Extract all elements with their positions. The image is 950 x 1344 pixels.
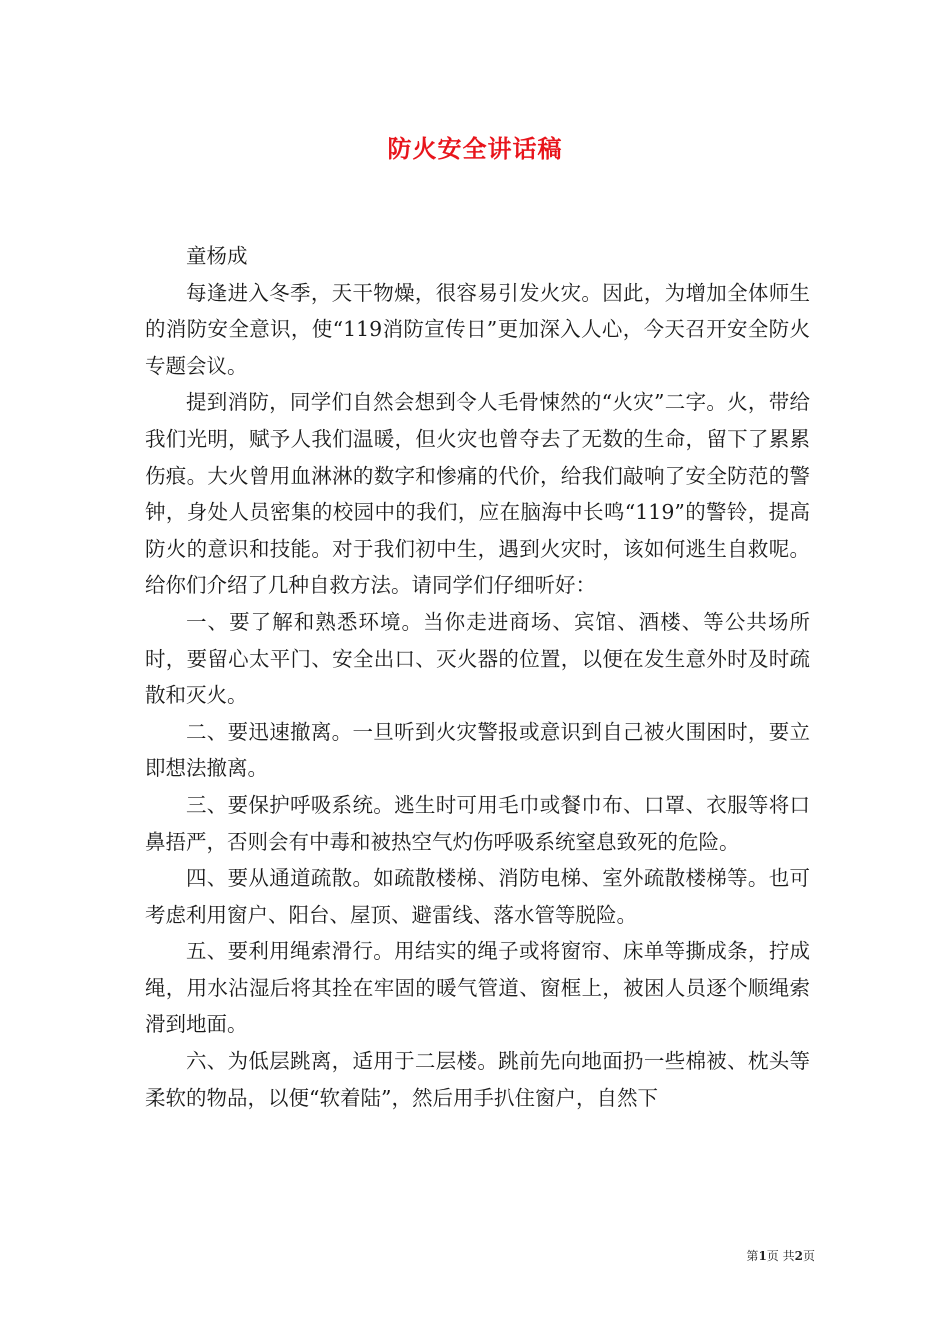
paragraph-method-3: 三、要保护呼吸系统。逃生时可用毛巾或餐巾布、口罩、衣服等将口鼻捂严，否则会有中毒和被热空气灼伤呼吸系统窒息致死的危险。 [145, 792, 810, 854]
page-number-footer [695, 1248, 815, 1264]
document-title: 防火安全讲话稿 [387, 134, 563, 163]
paragraph-method-4: 四、要从通道疏散。如疏散楼梯、消防电梯、室外疏散楼梯等。也可考虑利用窗户、阳台、屋顶、避雷线、落水管等脱险。 [145, 866, 810, 927]
footer-middle: 页 共 [766, 1249, 795, 1263]
footer-suffix: 页 [802, 1249, 815, 1263]
author-name: 童杨成 [186, 244, 248, 268]
paragraph-method-2: 二、要迅速撤离。一旦听到火灾警报或意识到自己被火围困时，要立即想法撤离。 [145, 719, 810, 781]
paragraph-method-1: 一、要了解和熟悉环境。当你走进商场、宾馆、酒楼、等公共场所时，要留心太平门、安全出口、灭火器的位置，以便在发生意外时及时疏散和灭火。 [145, 609, 810, 708]
paragraph-method-5: 五、要利用绳索滑行。用结实的绳子或将窗帘、床单等撕成条，拧成绳，用水沾湿后将其拴在牢固的暖气管道、窗框上，被困人员逐个顺绳索滑到地面。 [145, 939, 810, 1037]
paragraph-intro: 每逢进入冬季，天干物燥，很容易引发火灾。因此，为增加全体师生的消防安全意识，使“119消防宣传日”更加深入人心，今天召开安全防火专题会议。 [145, 280, 810, 378]
paragraph-method-6: 六、为低层跳离，适用于二层楼。跳前先向地面扔一些棉被、枕头等柔软的物品，以便“软着陆”，然后用手扒住窗户，自然下 [145, 1049, 810, 1110]
paragraph-fire-awareness: 提到消防，同学们自然会想到令人毛骨悚然的“火灾”二字。火，带给我们光明，赋予人我们温暖，但火灾也曾夺去了无数的生命，留下了累累伤痕。大火曾用血淋淋的数字和惨痛的代价，给我们敲响了安全防范的警钟，身处人员密集的校园中的我们，应在脑海中长鸣“119”的警铃，提高防火的意识和技能。对于我们初中生，遇到火灾时，该如何逃生自救呢。给你们介绍了几种自救方法。请同学们仔细听好： [145, 390, 810, 598]
footer-prefix: 第 [746, 1249, 759, 1263]
footer-current-page: 1 [758, 1249, 767, 1263]
footer-total-pages: 2 [794, 1249, 803, 1263]
document-body [145, 238, 810, 1116]
